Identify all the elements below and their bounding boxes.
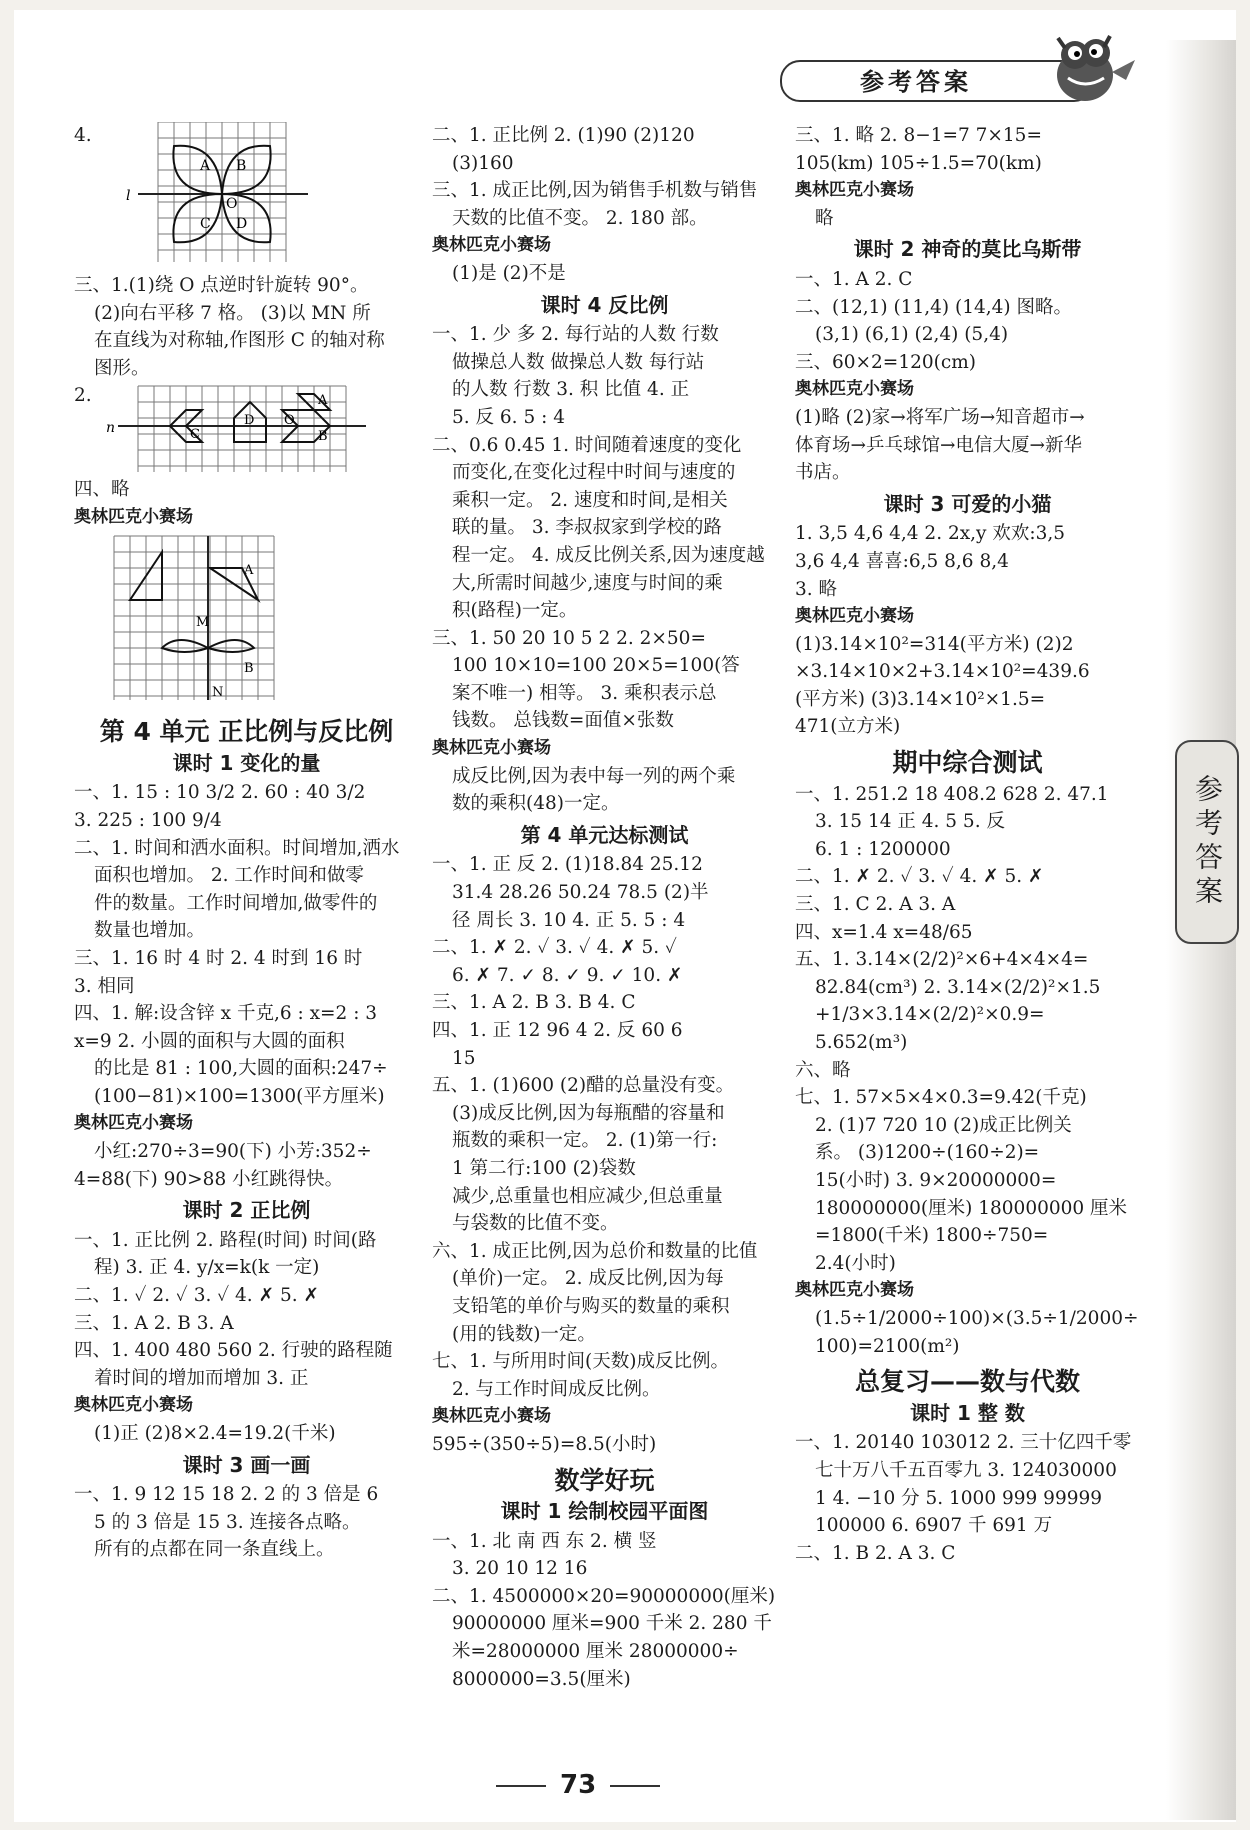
fig2-label-c: C bbox=[189, 427, 200, 443]
column-1 bbox=[74, 122, 419, 1564]
text-line: 的人数 行数 3. 积 比值 4. 正 bbox=[452, 379, 690, 401]
lesson-title: 课时 2 正比例 bbox=[182, 1198, 311, 1223]
q4-label: 4. bbox=[74, 125, 92, 146]
column-2 bbox=[432, 122, 777, 1693]
text-line: 105(km) 105÷1.5=70(km) bbox=[795, 152, 1042, 174]
column-3 bbox=[795, 122, 1140, 1567]
dragon-mascot-icon bbox=[1030, 20, 1140, 110]
text-line: 三、1.(1)绕 O 点逆时针旋转 90°。 bbox=[74, 275, 369, 296]
text-line: 体育场→乒乓球馆→电信大厦→新华 bbox=[795, 434, 1083, 456]
text-line: 大,所需时间越少,速度与时间的乘 bbox=[452, 572, 723, 594]
olympic-heading: 奥林匹克小赛场 bbox=[432, 1406, 551, 1427]
text-line: 15(小时) 3. 9×20000000= bbox=[815, 1169, 1057, 1191]
text-line: 100000 6. 6907 千 691 万 bbox=[815, 1515, 1053, 1537]
text-line: 四、1. 正 12 96 4 2. 反 60 6 bbox=[432, 1020, 683, 1041]
text-line: 3. 20 10 12 16 bbox=[452, 1558, 588, 1580]
lesson-title: 课时 2 神奇的莫比乌斯带 bbox=[853, 237, 1082, 262]
text-line: (单价)一定。 2. 成反比例,因为每 bbox=[452, 1268, 724, 1290]
text-line: 二、1. 正比例 2. (1)90 (2)120 bbox=[432, 125, 695, 146]
section-title: 期中综合测试 bbox=[892, 748, 1043, 778]
text-line: 数的乘积(48)一定。 bbox=[452, 793, 620, 815]
text-line: 七、1. 57×5×4×0.3=9.42(千克) bbox=[795, 1087, 1087, 1109]
text-line: (3)成反比例,因为每瓶醋的容量和 bbox=[452, 1102, 725, 1124]
text-line: 3. 15 14 正 4. 5 5. 反 bbox=[815, 811, 1005, 833]
unit-title: 第 4 单元 正比例与反比例 bbox=[99, 717, 394, 747]
fig2-label-a: A bbox=[317, 393, 327, 409]
text-line: 31.4 28.26 50.24 78.5 (2)半 bbox=[452, 882, 709, 904]
text-line: 二、1. ✓ 2. ✓ 3. ✓ 4. ✗ 5. ✗ bbox=[74, 1285, 319, 1307]
olympic-heading: 奥林匹克小赛场 bbox=[432, 235, 551, 256]
text-line: (1)正 (2)8×2.4=19.2(千米) bbox=[94, 1423, 336, 1444]
lesson-title: 课时 1 绘制校园平面图 bbox=[500, 1499, 709, 1524]
text-line: 3. 225 : 100 9/4 bbox=[74, 809, 222, 831]
text-line: 米=28000000 厘米 28000000÷ bbox=[452, 1641, 739, 1663]
text-line: 1 第二行:100 (2)袋数 bbox=[452, 1157, 636, 1179]
section-title: 总复习——数与代数 bbox=[854, 1367, 1080, 1397]
text-line: 所有的点都在同一条直线上。 bbox=[94, 1539, 335, 1561]
text-line: 二、1. ✗ 2. ✓ 3. ✓ 4. ✗ 5. ✗ bbox=[795, 866, 1044, 888]
text-line: 二、1. 4500000×20=90000000(厘米) bbox=[432, 1585, 776, 1607]
olympic-heading: 奥林匹克小赛场 bbox=[74, 1113, 193, 1134]
text-line: 程) 3. 正 4. y/x=k(k 一定) bbox=[94, 1257, 320, 1279]
text-line: 6. 1 : 1200000 bbox=[815, 838, 951, 860]
page-number: 73 bbox=[560, 1770, 597, 1800]
text-line: 积(路程)一定。 bbox=[452, 600, 578, 622]
text-line: 着时间的增加而增加 3. 正 bbox=[94, 1367, 309, 1389]
fig1-label-c: C bbox=[199, 216, 211, 232]
text-line: 一、1. 9 12 15 18 2. 2 的 3 倍是 6 bbox=[74, 1484, 379, 1506]
text-line: 四、x=1.4 x=48/65 bbox=[795, 921, 973, 943]
text-line: (3)160 bbox=[452, 152, 514, 174]
text-line: 2.4(小时) bbox=[815, 1252, 896, 1274]
text-line: 3. 略 bbox=[795, 578, 838, 600]
text-line: 而变化,在变化过程中时间与速度的 bbox=[452, 462, 736, 484]
text-line: 2. 与工作时间成反比例。 bbox=[452, 1378, 661, 1400]
text-line: 一、1. 正 反 2. (1)18.84 25.12 bbox=[432, 854, 703, 876]
text-line: 5 的 3 倍是 15 3. 连接各点略。 bbox=[94, 1511, 361, 1533]
text-line: 案不唯一) 相等。 3. 乘积表示总 bbox=[452, 682, 717, 704]
fig1-label-d: D bbox=[235, 216, 247, 232]
text-line: (100−81)×100=1300(平方厘米) bbox=[94, 1085, 385, 1107]
page-number-dash-right bbox=[610, 1785, 660, 1787]
text-line: 一、1. A 2. C bbox=[795, 268, 913, 290]
text-line: 钱数。 总钱数=面值×张数 bbox=[452, 710, 674, 732]
lesson-title: 课时 1 整 数 bbox=[910, 1400, 1025, 1425]
text-line: (1)是 (2)不是 bbox=[452, 262, 566, 284]
text-line: 略 bbox=[815, 207, 834, 229]
text-line: 支铅笔的单价与购买的数量的乘积 bbox=[452, 1295, 730, 1317]
text-line: 在直线为对称轴,作图形 C 的轴对称 bbox=[94, 330, 385, 352]
text-line: 联的量。 3. 李叔叔家到学校的路 bbox=[452, 517, 722, 539]
text-line: 471(立方米) bbox=[795, 716, 901, 738]
text-line: 七、1. 与所用时间(天数)成反比例。 bbox=[432, 1351, 729, 1373]
text-line: 五、1. (1)600 (2)醋的总量没有变。 bbox=[432, 1075, 735, 1097]
q2-label: 2. bbox=[74, 385, 92, 407]
text-line: 系。 (3)1200÷(160÷2)= bbox=[815, 1142, 1040, 1164]
lesson-title: 课时 3 可爱的小猫 bbox=[883, 491, 1052, 516]
text-line: (平方米) (3)3.14×10²×1.5= bbox=[795, 688, 1046, 710]
text-line: (3,1) (6,1) (2,4) (5,4) bbox=[815, 324, 1009, 346]
text-line: 100 10×10=100 20×5=100(答 bbox=[452, 655, 740, 677]
text-line: +1/3×3.14×(2/2)²×0.9= bbox=[815, 1004, 1045, 1026]
text-line: 595÷(350÷5)=8.5(小时) bbox=[432, 1433, 657, 1455]
fig3-label-b: B bbox=[244, 660, 254, 676]
fig2-label-b: B bbox=[317, 429, 328, 445]
olympic-heading: 奥林匹克小赛场 bbox=[74, 506, 193, 527]
fig1-label-a: A bbox=[199, 158, 210, 174]
text-line: 5. 反 6. 5 : 4 bbox=[452, 406, 565, 428]
text-line: 1. 3,5 4,6 4,4 2. 2x,y 欢欢:3,5 bbox=[795, 523, 1066, 545]
text-line: 三、1. 50 20 10 5 2 2. 2×50= bbox=[432, 627, 706, 649]
text-line: 七十万八千五百零九 3. 124030000 bbox=[815, 1459, 1117, 1481]
text-line: 82.84(cm³) 2. 3.14×(2/2)²×1.5 bbox=[815, 976, 1101, 998]
text-line: 180000000(厘米) 180000000 厘米 bbox=[815, 1197, 1128, 1219]
lesson-title: 课时 4 反比例 bbox=[540, 292, 669, 317]
text-line: 6. ✗ 7. ✓ 8. ✓ 9. ✓ 10. ✗ bbox=[452, 964, 683, 986]
text-line: (1.5÷1/2000÷100)×(3.5÷1/2000÷ bbox=[815, 1307, 1139, 1329]
text-line: 5.652(m³) bbox=[815, 1032, 908, 1053]
text-line: 一、1. 251.2 18 408.2 628 2. 47.1 bbox=[795, 783, 1109, 805]
text-line: 三、60×2=120(cm) bbox=[795, 351, 976, 373]
text-line: 一、1. 正比例 2. 路程(时间) 时间(路 bbox=[74, 1229, 377, 1251]
text-line: 面积也增加。 2. 工作时间和做零 bbox=[94, 865, 364, 887]
text-line: 三、1. 成正比例,因为销售手机数与销售 bbox=[432, 180, 758, 202]
text-line: 成反比例,因为表中每一列的两个乘 bbox=[452, 765, 736, 787]
text-line: 三、1. A 2. B 3. B 4. C bbox=[432, 992, 636, 1014]
text-line: 15 bbox=[452, 1047, 476, 1069]
text-line: 1 4. −10 分 5. 1000 999 99999 bbox=[815, 1487, 1103, 1509]
text-line: (1)略 (2)家→将军广场→知音超市→ bbox=[795, 406, 1085, 428]
fig2-label-n: n bbox=[105, 420, 115, 437]
text-line: (2)向右平移 7 格。 (3)以 MN 所 bbox=[94, 302, 371, 324]
fig1-label-l: l bbox=[125, 188, 131, 204]
text-line: 8000000=3.5(厘米) bbox=[452, 1668, 631, 1690]
text-line: 三、1. C 2. A 3. A bbox=[795, 894, 956, 916]
section-title: 数学好玩 bbox=[554, 1465, 655, 1495]
text-line: 程一定。 4. 成反比例关系,因为速度越 bbox=[452, 544, 765, 566]
olympic-heading: 奥林匹克小赛场 bbox=[795, 180, 914, 201]
flower-grid-figure bbox=[98, 122, 398, 272]
text-line: 小红:270÷3=90(下) 小芳:352÷ bbox=[94, 1141, 372, 1163]
fig1-label-o: O bbox=[225, 196, 238, 212]
olympic-heading: 奥林匹克小赛场 bbox=[795, 1280, 914, 1301]
text-line: 4=88(下) 90>88 小红跳得快。 bbox=[74, 1168, 344, 1190]
text-line: 三、1. 16 时 4 时 2. 4 时到 16 时 bbox=[74, 947, 363, 969]
text-line: 二、1. ✗ 2. ✓ 3. ✓ 4. ✗ 5. ✓ bbox=[432, 937, 677, 959]
text-line: 一、1. 20140 103012 2. 三十亿四千零 bbox=[795, 1432, 1132, 1454]
text-line: 三、1. A 2. B 3. A bbox=[74, 1312, 234, 1334]
text-line: 二、0.6 0.45 1. 时间随着速度的变化 bbox=[432, 434, 742, 456]
olympic-heading: 奥林匹克小赛场 bbox=[74, 1395, 193, 1416]
text-line: 天数的比值不变。 2. 180 部。 bbox=[452, 207, 708, 229]
text-line: 图形。 bbox=[94, 357, 150, 379]
text-line: 3. 相同 bbox=[74, 975, 135, 997]
lesson-title: 课时 1 变化的量 bbox=[172, 750, 321, 775]
text-line: 2. (1)7 720 10 (2)成正比例关 bbox=[815, 1114, 1072, 1136]
header-title: 参考答案 bbox=[860, 68, 972, 96]
figure-row-2 bbox=[74, 382, 419, 476]
fig3-label-n: N bbox=[212, 684, 224, 700]
page-number-dash-left bbox=[496, 1785, 546, 1787]
text-line: 与袋数的比值不变。 bbox=[452, 1213, 619, 1235]
text-line: x=9 2. 小圆的面积与大圆的面积 bbox=[74, 1030, 345, 1052]
text-line: 二、(12,1) (11,4) (14,4) 图略。 bbox=[795, 296, 1073, 318]
text-line: 减少,总重量也相应减少,但总重量 bbox=[452, 1185, 723, 1207]
fig2-label-o: O bbox=[283, 413, 295, 429]
text-line: 的比是 81 : 100,大圆的面积:247÷ bbox=[94, 1058, 388, 1080]
fig3-label-a: A bbox=[244, 562, 254, 578]
fig3-label-m: M bbox=[196, 614, 210, 630]
figure-row-3 bbox=[74, 532, 419, 711]
text-line: 四、1. 400 480 560 2. 行驶的路程随 bbox=[74, 1340, 393, 1362]
text-line: 乘积一定。 2. 速度和时间,是相关 bbox=[452, 489, 728, 511]
lesson-title: 课时 3 画一画 bbox=[182, 1452, 311, 1477]
olympic-heading: 奥林匹克小赛场 bbox=[795, 379, 914, 400]
side-tab: 参考答案 bbox=[1175, 740, 1239, 944]
text-line: 二、1. 时间和洒水面积。时间增加,洒水 bbox=[74, 837, 400, 859]
text-line: 瓶数的乘积一定。 2. (1)第一行: bbox=[452, 1130, 718, 1152]
test-title: 第 4 单元达标测试 bbox=[520, 822, 689, 847]
text-line: 四、略 bbox=[74, 479, 130, 501]
text-line: 书店。 bbox=[795, 462, 851, 484]
translation-grid-figure bbox=[98, 382, 398, 476]
text-line: 径 周长 3. 10 4. 正 5. 5 : 4 bbox=[452, 909, 686, 931]
text-line: 90000000 厘米=900 千米 2. 280 千 bbox=[452, 1613, 772, 1635]
text-line: 四、1. 解:设含锌 x 千克,6 : x=2 : 3 bbox=[74, 1003, 378, 1025]
olympic-heading: 奥林匹克小赛场 bbox=[432, 738, 551, 759]
text-line: 六、1. 成正比例,因为总价和数量的比值 bbox=[432, 1240, 758, 1262]
rotation-grid-figure bbox=[74, 532, 374, 702]
text-line: 一、1. 少 多 2. 每行站的人数 行数 bbox=[432, 324, 719, 346]
text-line: 3,6 4,4 喜喜:6,5 8,6 8,4 bbox=[795, 550, 1009, 572]
text-line: 件的数量。工作时间增加,做零件的 bbox=[94, 892, 378, 914]
text-line: (1)3.14×10²=314(平方米) (2)2 bbox=[795, 633, 1074, 655]
figure-row-1 bbox=[74, 122, 419, 272]
fig1-label-b: B bbox=[235, 158, 246, 174]
text-line: 五、1. 3.14×(2/2)²×6+4×4×4= bbox=[795, 949, 1089, 971]
text-line: 做操总人数 做操总人数 每行站 bbox=[452, 351, 705, 373]
fig2-label-d: D bbox=[243, 413, 254, 429]
text-line: 100)=2100(m²) bbox=[815, 1335, 960, 1357]
text-line: 一、1. 15 : 10 3/2 2. 60 : 40 3/2 bbox=[74, 782, 366, 804]
text-line: 三、1. 略 2. 8−1=7 7×15= bbox=[795, 125, 1042, 146]
text-line: ×3.14×10×2+3.14×10²=439.6 bbox=[795, 661, 1090, 683]
olympic-heading: 奥林匹克小赛场 bbox=[795, 606, 914, 627]
text-line: 数量也增加。 bbox=[94, 920, 206, 942]
text-line: 二、1. B 2. A 3. C bbox=[795, 1542, 956, 1564]
text-line: (用的钱数)一定。 bbox=[452, 1323, 596, 1345]
text-line: 六、略 bbox=[795, 1059, 851, 1081]
text-line: =1800(千米) 1800÷750= bbox=[815, 1225, 1049, 1247]
text-line: 一、1. 北 南 西 东 2. 横 竖 bbox=[432, 1530, 657, 1552]
